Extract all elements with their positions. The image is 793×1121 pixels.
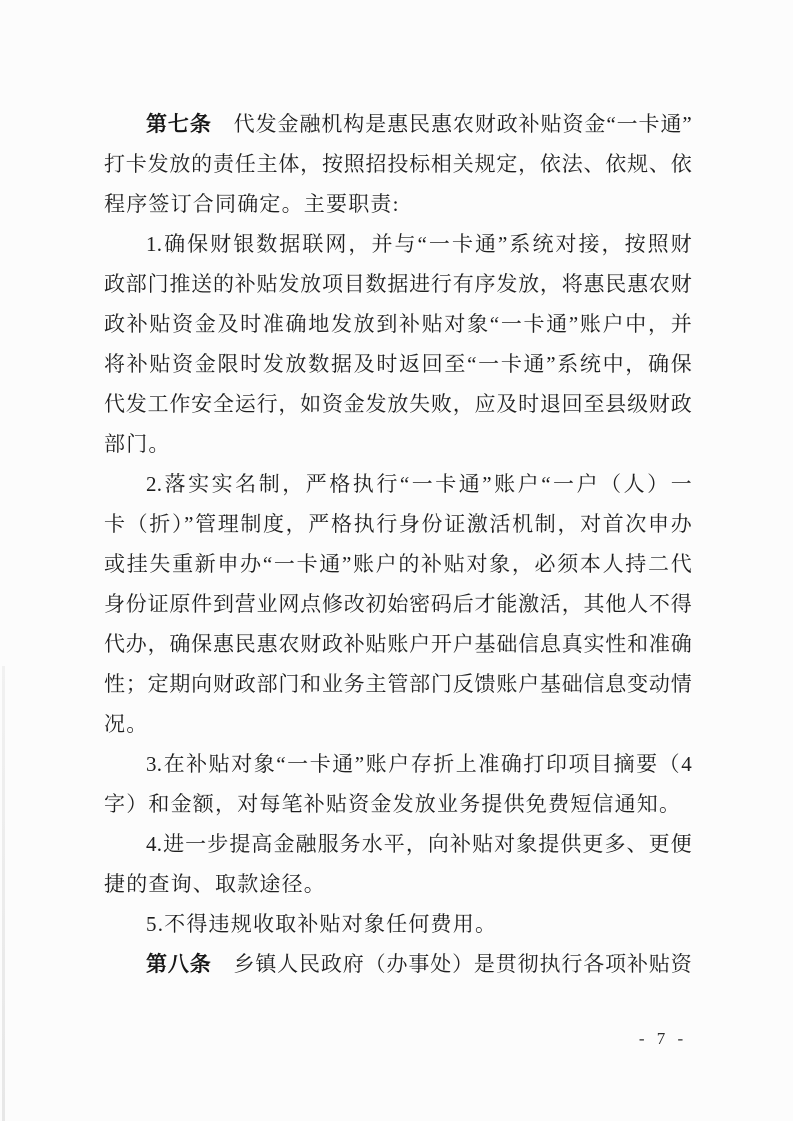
text-line: 代发工作安全运行，如资金发放失败，应及时退回至县级财政	[104, 392, 692, 416]
text-line: 5.不得违规收取补贴对象任何费用。	[146, 912, 498, 936]
text-line: 政补贴资金及时准确地发放到补贴对象“一卡通”账户中，并	[104, 312, 692, 336]
document-body	[104, 104, 692, 984]
article-heading: 第八条	[146, 952, 212, 976]
text-line: 况。	[104, 712, 149, 736]
text-line: 字）和金额，对每笔补贴资金发放业务提供免费短信通知。	[104, 792, 682, 816]
text-line: 第七条 代发金融机构是惠民惠农财政补贴资金“一卡通”	[146, 112, 692, 136]
text-line: 性；定期向财政部门和业务主管部门反馈账户基础信息变动情	[104, 672, 692, 696]
text-line: 将补贴资金限时发放数据及时返回至“一卡通”系统中，确保	[104, 352, 692, 376]
text-line: 或挂失重新申办“一卡通”账户的补贴对象，必须本人持二代	[104, 552, 692, 576]
page-number: - 7 -	[638, 1029, 688, 1048]
text-line: 3.在补贴对象“一卡通”账户存折上准确打印项目摘要（4	[146, 752, 692, 776]
scan-artifact-line	[2, 666, 5, 1121]
text-line: 1.确保财银数据联网，并与“一卡通”系统对接，按照财	[146, 232, 692, 256]
text-line: 部门。	[104, 432, 171, 456]
text-line: 身份证原件到营业网点修改初始密码后才能激活，其他人不得	[104, 592, 692, 616]
text-line: 第八条 乡镇人民政府（办事处）是贯彻执行各项补贴资	[146, 952, 692, 976]
text-line: 卡（折）”管理制度，严格执行身份证激活机制，对首次申办	[104, 512, 692, 536]
article-heading: 第七条	[146, 112, 212, 136]
text-line: 程序签订合同确定。主要职责:	[104, 192, 400, 216]
text-line: 4.进一步提高金融服务水平，向补贴对象提供更多、更便	[146, 832, 692, 856]
text-line: 打卡发放的责任主体，按照招投标相关规定，依法、依规、依	[104, 152, 692, 176]
text-line: 政部门推送的补贴发放项目数据进行有序发放，将惠民惠农财	[104, 272, 692, 296]
text-line: 捷的查询、取款途径。	[104, 872, 326, 896]
text-line: 代办，确保惠民惠农财政补贴账户开户基础信息真实性和准确	[104, 632, 692, 656]
text-line: 2.落实实名制，严格执行“一卡通”账户“一户（人）一	[146, 472, 692, 496]
